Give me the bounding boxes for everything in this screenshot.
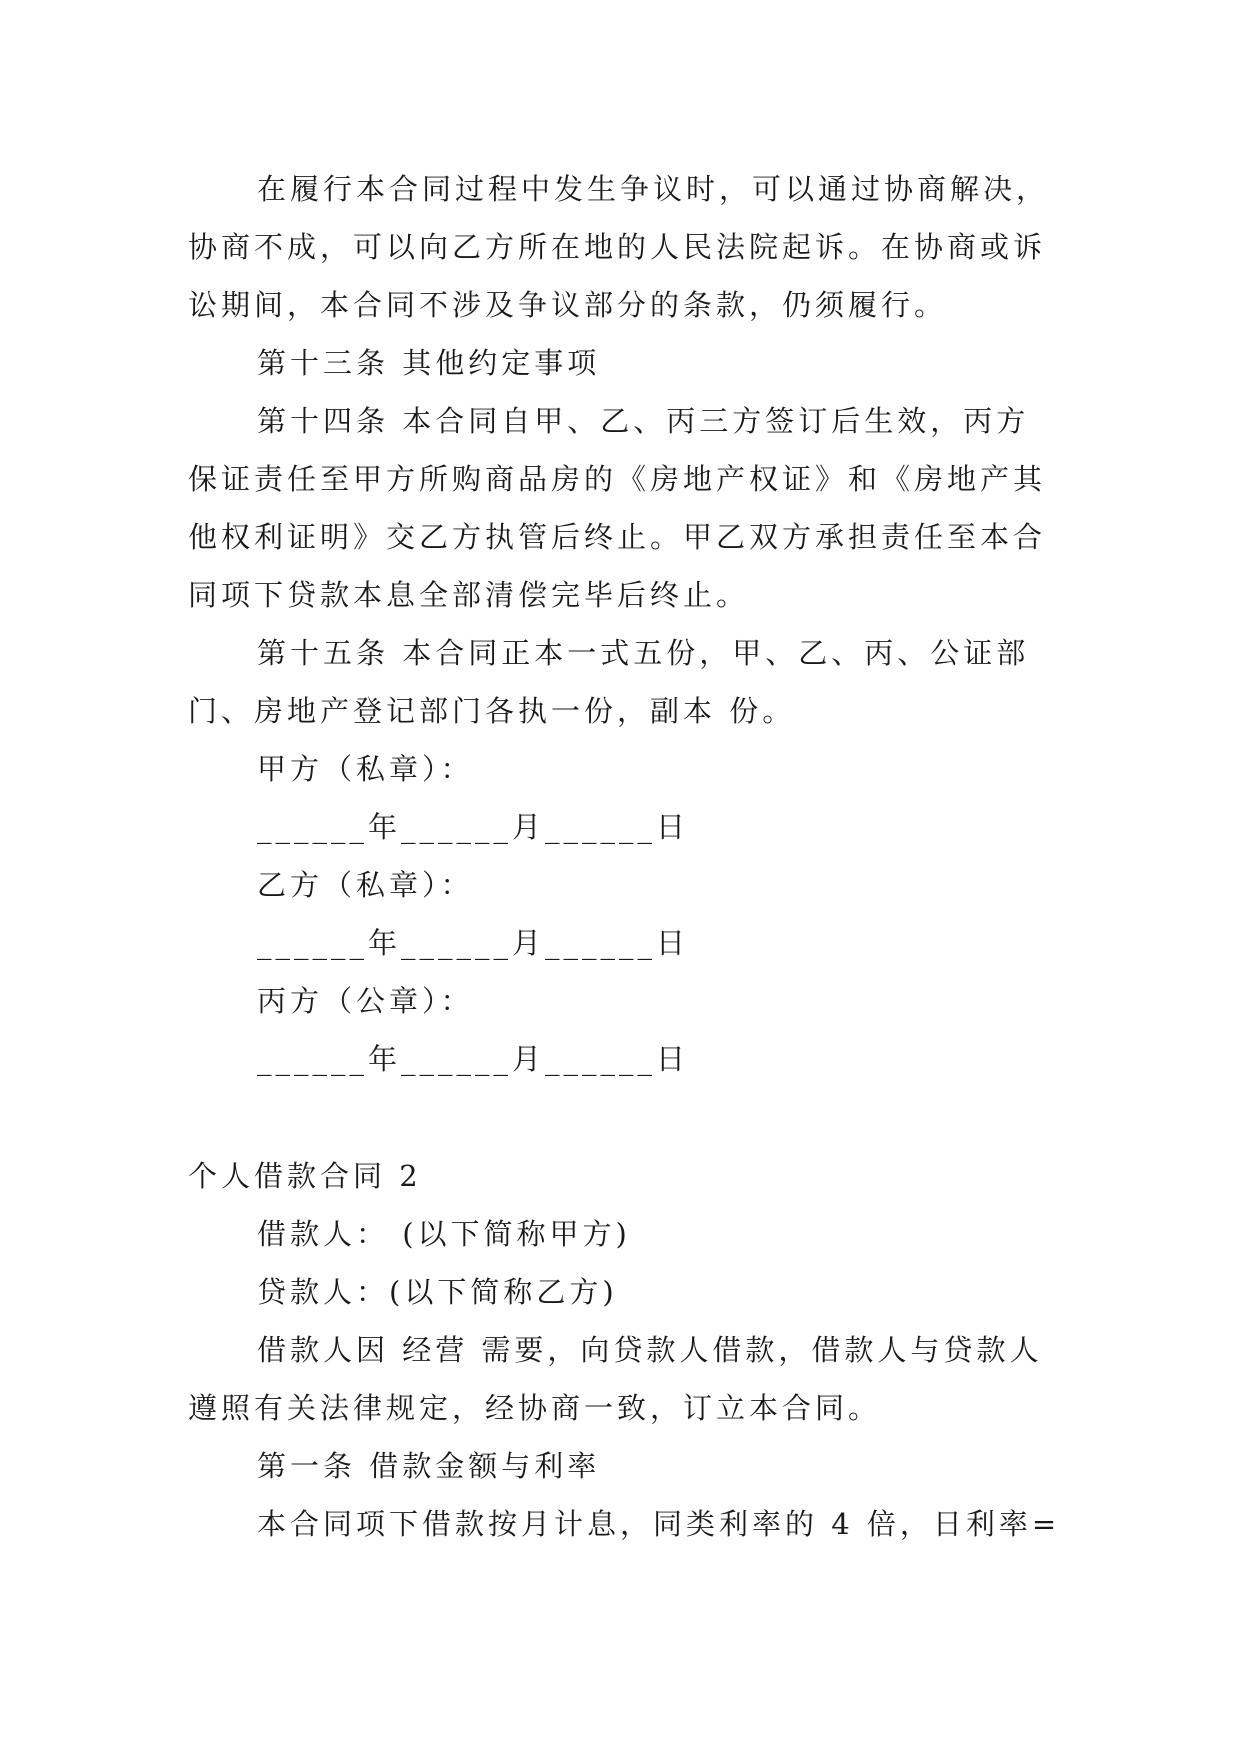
- loan-contract-2-block: [188, 1147, 1068, 1553]
- contract-clauses-block: [188, 160, 1068, 1088]
- paragraph-line: 遵照有关法律规定，经协商一致，订立本合同。: [188, 1391, 882, 1425]
- party-b-date-line: ______年______月______日: [257, 926, 690, 960]
- paragraph-line: 在履行本合同过程中发生争议时，可以通过协商解决，: [257, 172, 1050, 206]
- party-a-date-line: ______年______月______日: [257, 810, 690, 844]
- party-c-seal-label: 丙方（公章）：: [257, 984, 474, 1018]
- party-b-seal-label: 乙方（私章）：: [257, 868, 474, 902]
- paragraph-line: 同项下贷款本息全部清偿完毕后终止。: [188, 578, 750, 612]
- borrower-line: 借款人： (以下简称甲方): [257, 1217, 631, 1251]
- paragraph-line: 讼期间，本合同不涉及争议部分的条款，仍须履行。: [188, 288, 948, 322]
- clause-heading-14: 第十四条 本合同自甲、乙、丙三方签订后生效，丙方: [257, 404, 1030, 438]
- paragraph-line: 本合同项下借款按月计息，同类利率的 4 倍，日利率=: [257, 1507, 1061, 1541]
- section-title: 个人借款合同 2: [188, 1159, 422, 1193]
- paragraph-line: 门、房地产登记部门各执一份，副本 份。: [188, 694, 796, 728]
- paragraph-line: 借款人因 经营 需要，向贷款人借款，借款人与贷款人: [257, 1333, 1043, 1367]
- party-c-date-line: ______年______月______日: [257, 1042, 690, 1076]
- party-a-seal-label: 甲方（私章）：: [257, 752, 474, 786]
- paragraph-line: 他权利证明》交乙方执管后终止。甲乙双方承担责任至本合: [188, 520, 1047, 554]
- paragraph-line: 协商不成，可以向乙方所在地的人民法院起诉。在协商或诉: [188, 230, 1047, 264]
- clause-heading-13: 第十三条 其他约定事项: [257, 346, 601, 380]
- clause-heading-1: 第一条 借款金额与利率: [257, 1449, 601, 1483]
- paragraph-line: 保证责任至甲方所购商品房的《房地产权证》和《房地产其: [188, 462, 1047, 496]
- clause-heading-15: 第十五条 本合同正本一式五份，甲、乙、丙、公证部: [257, 636, 1030, 670]
- lender-line: 贷款人：(以下简称乙方): [257, 1275, 618, 1309]
